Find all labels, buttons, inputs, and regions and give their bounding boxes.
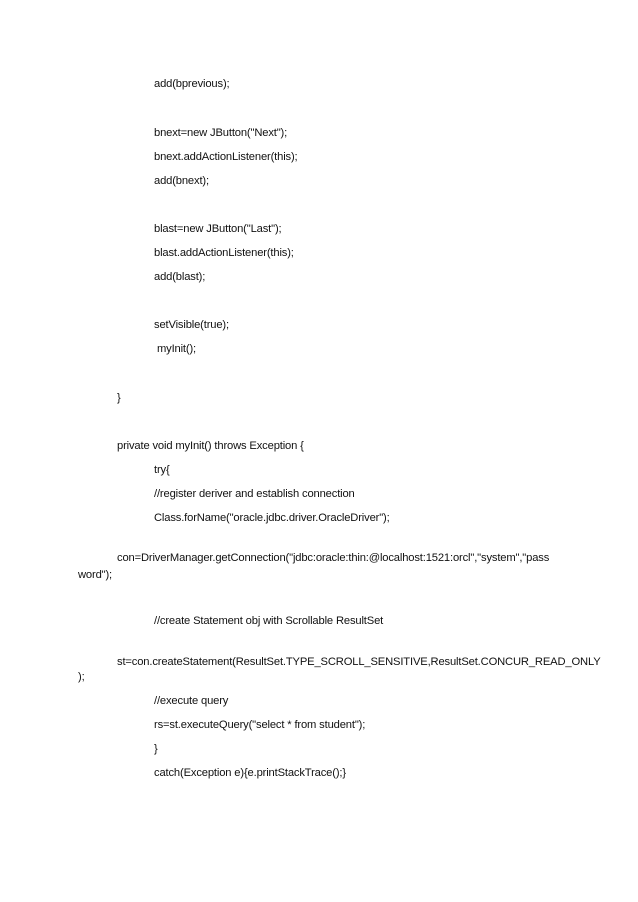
code-line: //execute query (154, 695, 229, 707)
code-line: catch(Exception e){e.printStackTrace();} (154, 767, 346, 779)
code-line: rs=st.executeQuery("select * from student"); (154, 719, 366, 731)
code-line: ); (78, 671, 85, 683)
code-line: } (117, 392, 121, 404)
code-line: //register deriver and establish connection (154, 488, 355, 500)
code-line: try{ (154, 464, 170, 476)
code-line: add(bprevious); (154, 78, 230, 90)
code-line: myInit(); (154, 343, 197, 355)
code-line: Class.forName("oracle.jdbc.driver.OracleDriver"); (154, 512, 390, 524)
code-line: } (154, 743, 158, 755)
code-line: add(bnext); (154, 175, 209, 187)
code-line: bnext=new JButton("Next"); (154, 127, 288, 139)
code-line: blast=new JButton("Last"); (154, 223, 282, 235)
code-line: //create Statement obj with Scrollable ResultSet (154, 615, 384, 627)
code-line: con=DriverManager.getConnection("jdbc:oracle:thin:@localhost:1521:orcl","system","pass (117, 552, 550, 564)
code-line: setVisible(true); (154, 319, 229, 331)
code-line: add(blast); (154, 271, 206, 283)
code-line: blast.addActionListener(this); (154, 247, 294, 259)
code-line: private void myInit() throws Exception { (117, 440, 304, 452)
code-line: st=con.createStatement(ResultSet.TYPE_SCROLL_SENSITIVE,ResultSet.CONCUR_READ_ONLY (117, 656, 601, 668)
code-line: word"); (78, 569, 113, 581)
code-line: bnext.addActionListener(this); (154, 151, 298, 163)
